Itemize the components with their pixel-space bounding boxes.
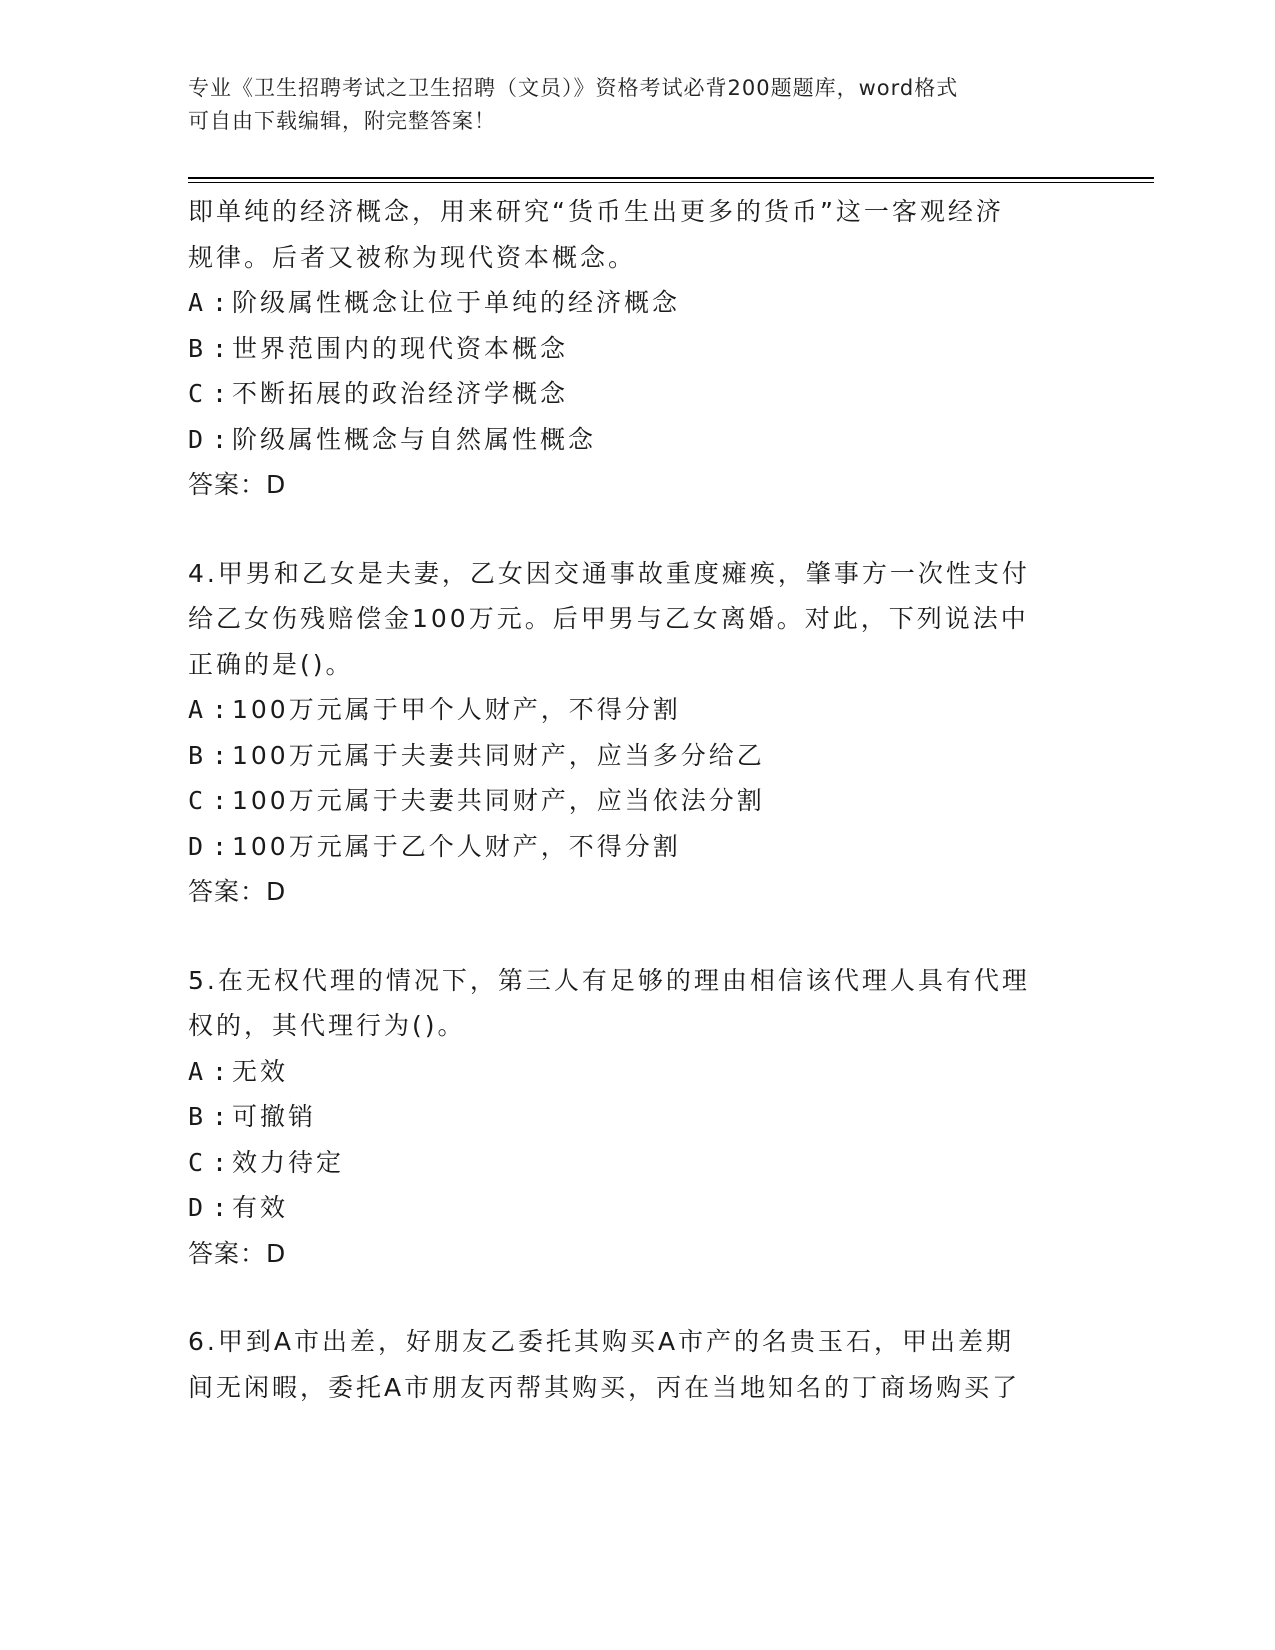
option-key: C (188, 1147, 204, 1177)
option-key: A (188, 288, 204, 317)
option-d (188, 1185, 1068, 1231)
option-key: D (188, 424, 204, 454)
question-text-line: 权的，其代理行为()。 (188, 1011, 466, 1040)
option-text: 100万元属于夫妻共同财产，应当多分给乙 (232, 740, 765, 770)
header-title-line-2: 可自由下载编辑，附完整答案！ (188, 109, 496, 133)
question-text-line: 正确的是()。 (188, 649, 354, 679)
option-key: C (188, 786, 204, 815)
option-b (188, 326, 1068, 372)
option-a (188, 687, 1068, 733)
option-separator: : (212, 1147, 228, 1177)
option-text: 效力待定 (232, 1147, 345, 1177)
question-spacer (188, 1276, 1068, 1319)
option-separator: : (212, 288, 228, 317)
option-key: D (188, 831, 204, 861)
option-separator: : (212, 740, 228, 770)
option-separator: : (212, 1102, 228, 1131)
option-key: D (188, 1193, 204, 1222)
question-text-line: 给乙女伤残赔偿金100万元。后甲男与乙女离婚。对此，下列说法中 (188, 604, 1029, 633)
option-text: 可撤销 (232, 1102, 317, 1131)
option-text: 有效 (232, 1193, 289, 1222)
header-title-line-1: 专业《卫生招聘考试之卫生招聘（文员）》资格考试必背200题题库，word格式 (188, 76, 959, 100)
option-c (188, 1140, 1068, 1186)
option-key: A (188, 695, 204, 724)
header-divider-thick (188, 177, 1154, 179)
option-separator: : (212, 424, 228, 454)
option-a (188, 280, 1068, 326)
question-text-line: 5.在无权代理的情况下，第三人有足够的理由相信该代理人具有代理 (188, 965, 1030, 995)
answer-line: 答案：D (188, 1238, 287, 1268)
question-5 (188, 958, 1068, 1277)
question-spacer (188, 508, 1068, 551)
option-separator: : (212, 1056, 228, 1086)
answer-line: 答案：D (188, 877, 287, 906)
option-key: B (188, 1102, 204, 1131)
option-text: 100万元属于夫妻共同财产，应当依法分割 (232, 786, 765, 815)
question-spacer (188, 915, 1068, 958)
option-c (188, 371, 1068, 417)
option-text: 阶级属性概念让位于单纯的经济概念 (232, 288, 681, 317)
answer-line: 答案：D (188, 470, 287, 499)
option-d (188, 417, 1068, 463)
option-text: 阶级属性概念与自然属性概念 (232, 424, 597, 454)
question-text-line: 4.甲男和乙女是夫妻，乙女因交通事故重度瘫痪，肇事方一次性支付 (188, 558, 1030, 588)
option-separator: : (212, 831, 228, 861)
option-key: B (188, 740, 204, 770)
option-text: 100万元属于乙个人财产，不得分割 (232, 831, 681, 861)
option-text: 无效 (232, 1056, 289, 1086)
option-key: C (188, 379, 204, 408)
document-header (188, 72, 1068, 138)
option-a (188, 1049, 1068, 1095)
option-separator: : (212, 786, 228, 815)
option-key: B (188, 333, 204, 363)
option-separator: : (212, 333, 228, 363)
question-text-line: 即单纯的经济概念，用来研究“货币生出更多的货币”这一客观经济 (188, 197, 1004, 226)
question-text-line: 间无闲暇，委托A市朋友丙帮其购买，丙在当地知名的丁商场购买了 (188, 1372, 1021, 1402)
question-3-continuation (188, 189, 1068, 508)
option-d (188, 824, 1068, 870)
question-4 (188, 551, 1068, 915)
header-divider-thin (188, 182, 1154, 183)
option-separator: : (212, 695, 228, 724)
question-6 (188, 1319, 1068, 1410)
option-separator: : (212, 1193, 228, 1222)
option-text: 世界范围内的现代资本概念 (232, 333, 569, 363)
option-text: 100万元属于甲个人财产，不得分割 (232, 695, 681, 724)
option-separator: : (212, 379, 228, 408)
question-text-line: 规律。后者又被称为现代资本概念。 (188, 242, 637, 272)
option-b (188, 733, 1068, 779)
option-text: 不断拓展的政治经济学概念 (232, 379, 569, 408)
option-b (188, 1094, 1068, 1140)
option-key: A (188, 1056, 204, 1086)
question-content (188, 189, 1068, 1410)
option-c (188, 778, 1068, 824)
question-text-line: 6.甲到A市出差，好朋友乙委托其购买A市产的名贵玉石，甲出差期 (188, 1327, 1015, 1356)
